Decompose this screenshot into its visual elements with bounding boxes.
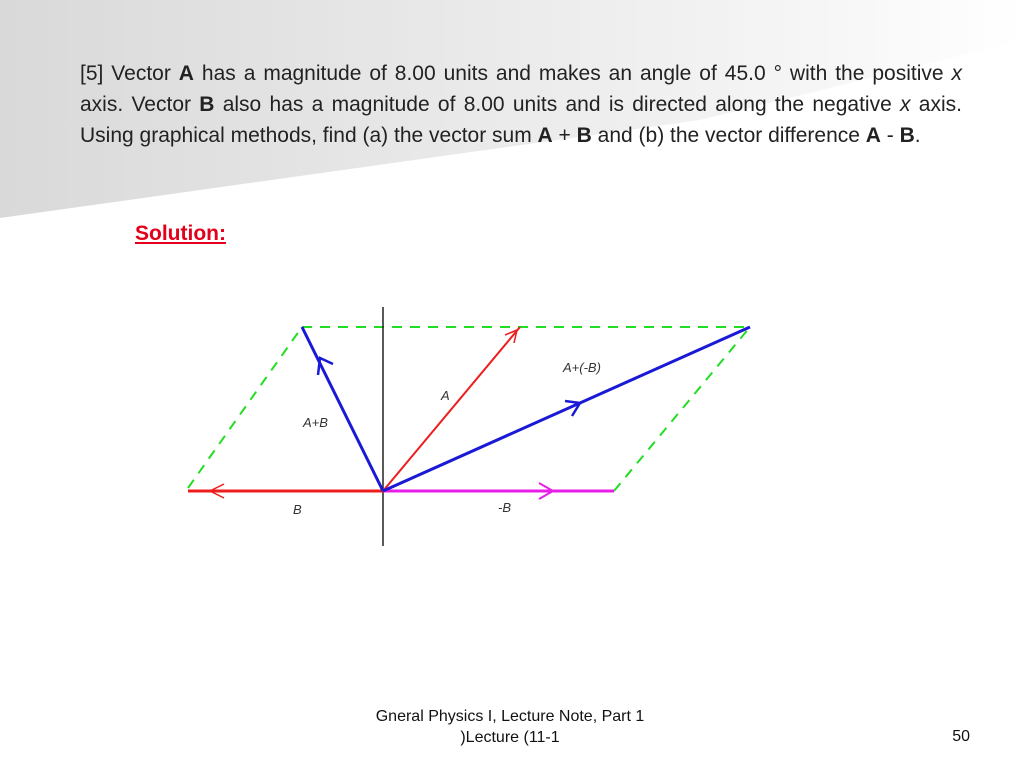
problem-statement: [5] Vector A has a magnitude of 8.00 units and makes an angle of 45.0 ° with the positive x axis. Vector B also has a magnitude of 8.00 units and is directed along the negative x axis. Using graphical methods, find (a) the vector sum A + B and (b) the vector difference A - B.: [80, 62, 962, 147]
vector-a-symbol: A: [178, 62, 194, 85]
vector-b-symbol: B: [199, 93, 215, 116]
slide-footer: [355, 706, 665, 748]
page-number: 50: [952, 728, 970, 745]
vector-a-minus-b-arrow: [383, 327, 750, 491]
label-neg-b: -B: [498, 500, 511, 515]
label-a-minus-b: A+(-B): [563, 360, 601, 375]
vector-a-arrow: [383, 327, 520, 491]
right-dashed-line: [614, 327, 750, 491]
solution-heading: Solution:: [135, 222, 226, 245]
problem-number: [5]: [80, 62, 104, 85]
left-dashed-line: [188, 327, 302, 488]
label-b: B: [293, 502, 302, 517]
construction-lines: [188, 327, 750, 491]
footer-line-2: )Lecture (11-1: [460, 729, 560, 746]
footer-line-1: Gneral Physics I, Lecture Note, Part 1: [375, 708, 645, 725]
label-a-plus-b: A+B: [303, 415, 328, 430]
vector-a-plus-b-arrow: [302, 327, 383, 491]
label-a: A: [441, 388, 450, 403]
